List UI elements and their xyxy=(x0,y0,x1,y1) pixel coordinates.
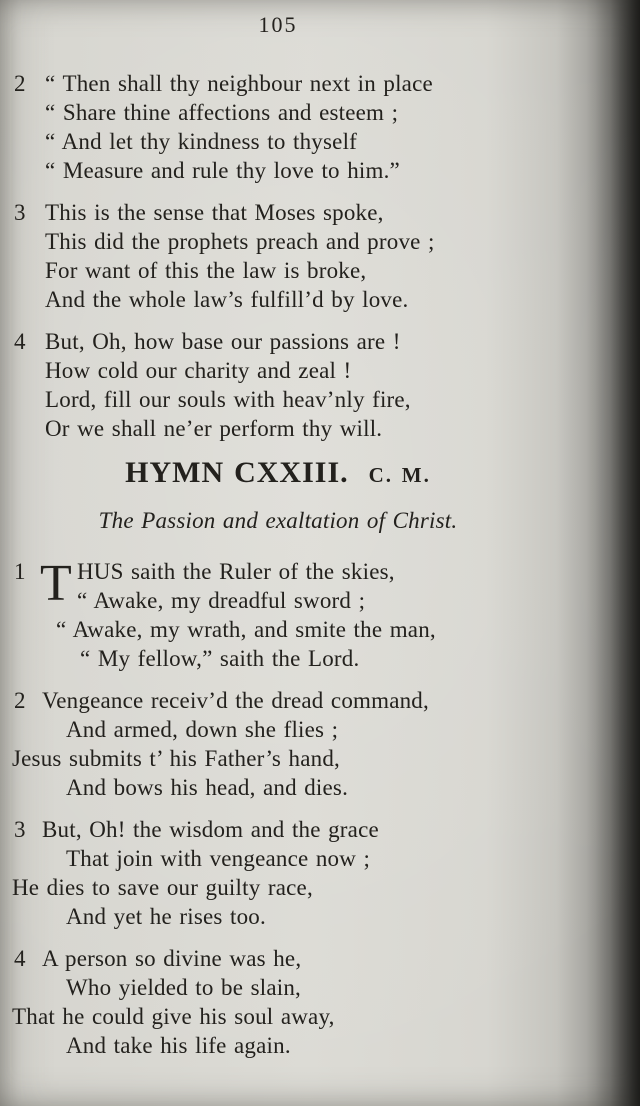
drop-cap: T xyxy=(40,555,72,612)
verse-line: Jesus submits t’ his Father’s hand, xyxy=(12,746,340,771)
hymn-heading xyxy=(0,456,556,492)
verse-line: “ Awake, my dreadful sword ; xyxy=(76,588,366,613)
hymn-body xyxy=(0,557,556,1060)
stanza xyxy=(0,198,556,314)
verse-line: And the whole law’s fulfill’d by love. xyxy=(45,287,409,312)
previous-hymn-continuation xyxy=(0,69,556,443)
verse-line: But, Oh! the wisdom and the grace xyxy=(42,817,379,842)
verse-line: And armed, down she flies ; xyxy=(66,717,339,742)
verse-line: Or we shall ne’er perform thy will. xyxy=(45,416,383,441)
verse-line: “ Measure and rule thy love to him.” xyxy=(45,158,400,183)
verse-line: This did the prophets preach and prove ; xyxy=(45,229,435,254)
stanza-number: 2 xyxy=(14,71,26,96)
stanza-number: 4 xyxy=(14,329,26,354)
stanza-number: 4 xyxy=(14,946,26,971)
verse-line: And yet he rises too. xyxy=(66,904,266,929)
stanza xyxy=(0,686,556,802)
verse-line: For want of this the law is broke, xyxy=(45,258,367,283)
hymn-meter: C. M. xyxy=(368,463,431,487)
verse-line: And bows his head, and dies. xyxy=(66,775,349,800)
verse-line: And take his life again. xyxy=(66,1033,291,1058)
verse-line: This is the sense that Moses spoke, xyxy=(45,200,384,225)
verse-line: “ Share thine affections and esteem ; xyxy=(45,100,399,125)
stanza-number: 1 xyxy=(14,559,26,584)
verse-line: “ My fellow,” saith the Lord. xyxy=(80,646,360,671)
verse-line: Vengeance receiv’d the dread command, xyxy=(42,688,429,713)
verse-line: Lord, fill our souls with heav’nly fire, xyxy=(45,387,411,412)
stanza xyxy=(0,327,556,443)
stanza xyxy=(0,69,556,185)
verse-line: “ Awake, my wrath, and smite the man, xyxy=(56,617,436,642)
verse-line: Who yielded to be slain, xyxy=(66,975,301,1000)
page-number: 105 xyxy=(258,12,298,37)
verse-line: He dies to save our guilty race, xyxy=(12,875,313,900)
verse-line: A person so divine was he, xyxy=(42,946,302,971)
verse-line: How cold our charity and zeal ! xyxy=(45,358,352,383)
stanza-number: 2 xyxy=(14,688,26,713)
stanza-number: 3 xyxy=(14,817,26,842)
verse-line: That he could give his soul away, xyxy=(12,1004,335,1029)
hymn-title: HYMN CXXIII. xyxy=(125,456,349,489)
verse-line: “ Then shall thy neighbour next in place xyxy=(45,71,433,96)
stanza xyxy=(0,815,556,931)
stanza xyxy=(0,944,556,1060)
hymn-subtitle: The Passion and exaltation of Christ. xyxy=(98,508,458,533)
verse-line: “ And let thy kindness to thyself xyxy=(45,129,358,154)
verse-line: That join with vengeance now ; xyxy=(66,846,371,871)
verse-line: But, Oh, how base our passions are ! xyxy=(45,329,401,354)
stanza xyxy=(0,557,556,673)
stanza-number: 3 xyxy=(14,200,26,225)
verse-line: HUS saith the Ruler of the skies, xyxy=(76,559,395,584)
